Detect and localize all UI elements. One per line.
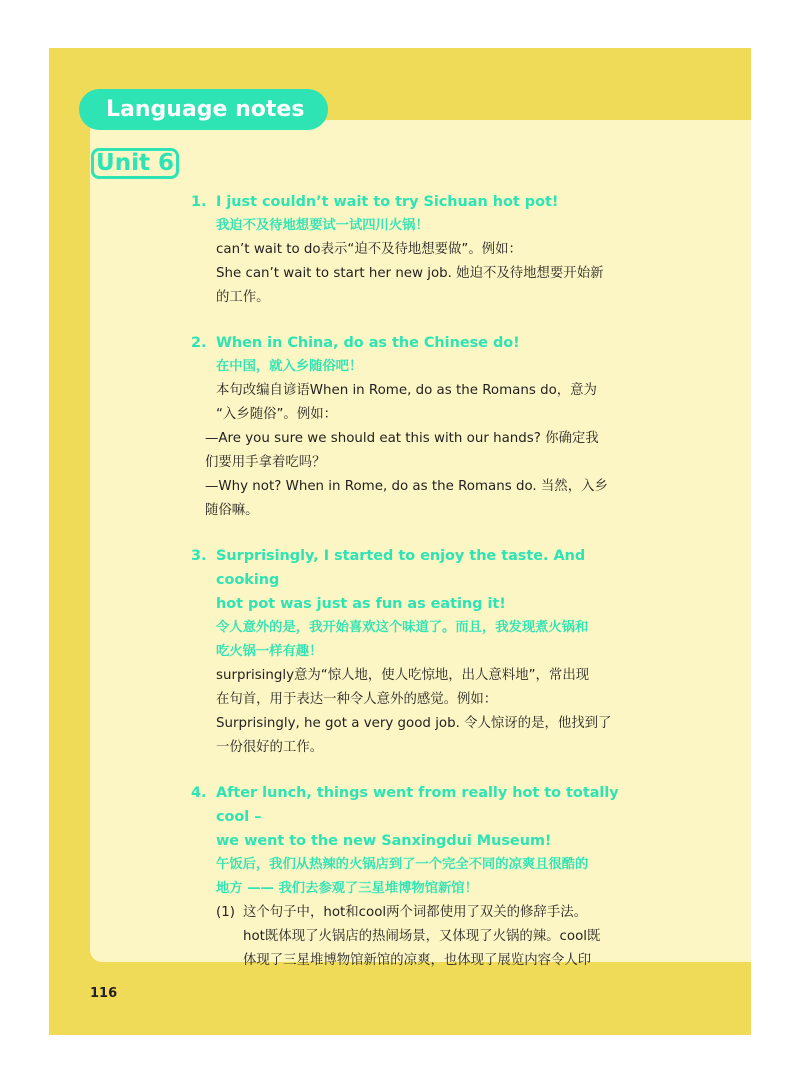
dialog-line [191, 475, 631, 523]
body-line: 本句改编自谚语When in Rome, do as the Romans do，意为 [216, 383, 597, 398]
note-body [191, 238, 631, 310]
heading-line: Surprisingly, I started to enjoy the taste. And cooking [216, 548, 586, 588]
body-line: “入乡随俗”。例如： [216, 407, 337, 422]
dialog-line [191, 427, 631, 475]
note-translation: 在中国，就入乡随俗吧！ [216, 359, 363, 374]
body-line: hot既体现了火锅店的热闹场景，又体现了火锅的辣。cool既 [243, 929, 601, 944]
page-number: 116 [90, 986, 118, 1001]
note-heading [191, 781, 631, 853]
body-line: 在句首，用于表达一种令人意外的感觉。例如： [216, 692, 498, 707]
dialog-text: —Why not? When in Rome, do as the Romans do. 当然，入乡 [205, 479, 608, 494]
body-line: Surprisingly, he got a very good job. 令人惊讶的是，他找到了 [216, 716, 612, 731]
note-number: 3. [191, 548, 207, 564]
translation-line: 吃火锅一样有趣！ [216, 644, 323, 659]
body-line: surprisingly意为“惊人地，使人吃惊地，出人意料地”，常出现 [216, 668, 590, 683]
note-1 [191, 190, 631, 310]
body-line: 的工作。 [216, 290, 270, 305]
language-notes-banner: Language notes [79, 89, 328, 130]
note-number: 4. [191, 785, 207, 801]
note-3 [191, 544, 631, 760]
note-number: 2. [191, 335, 207, 351]
heading-line: hot pot was just as fun as eating it! [216, 596, 506, 612]
note-2 [191, 331, 631, 523]
dialog-text: —Are you sure we should eat this with our hands? 你确定我 [205, 431, 599, 446]
body-line: 这个句子中，hot和cool两个词都使用了双关的修辞手法。 [243, 905, 587, 920]
translation-line: 地方 —— 我们去参观了三星堆博物馆新馆！ [216, 881, 478, 896]
note-translation: 我迫不及待地想要试一试四川火锅！ [216, 218, 429, 233]
heading-line: I just couldn’t wait to try Sichuan hot pot! [216, 194, 559, 210]
note-translation [191, 616, 631, 664]
sub-item-label: (1) [216, 905, 235, 920]
body-line: 体现了三星堆博物馆新馆的凉爽，也体现了展览内容令人印 [243, 953, 592, 968]
body-line: 一份很好的工作。 [216, 740, 324, 755]
heading-line: we went to the new Sanxingdui Museum! [216, 833, 552, 849]
translation-line: 令人意外的是，我开始喜欢这个味道了。而且，我发现煮火锅和 [216, 620, 589, 635]
translation-line: 午饭后，我们从热辣的火锅店到了一个完全不同的凉爽且很酷的 [216, 857, 589, 872]
note-body [191, 664, 631, 760]
unit-label: Unit 6 [91, 148, 179, 179]
dialog-text: 随俗嘛。 [205, 503, 259, 518]
note-4 [191, 781, 631, 973]
sub-item-1 [191, 901, 631, 973]
note-translation [191, 853, 631, 901]
dialog-text: 们要用手拿着吃吗？ [205, 455, 326, 470]
heading-line: When in China, do as the Chinese do! [216, 335, 520, 351]
note-number: 1. [191, 194, 207, 210]
note-heading [191, 331, 631, 355]
note-heading [191, 190, 631, 214]
body-line: can’t wait to do表示“迫不及待地想要做”。例如： [216, 242, 522, 257]
notes-list [191, 190, 631, 994]
note-body [191, 379, 631, 427]
heading-line: After lunch, things went from really hot to totally cool – [216, 785, 619, 825]
note-heading [191, 544, 631, 616]
body-line: She can’t wait to start her new job. 她迫不及待地想要开始新 [216, 266, 604, 281]
